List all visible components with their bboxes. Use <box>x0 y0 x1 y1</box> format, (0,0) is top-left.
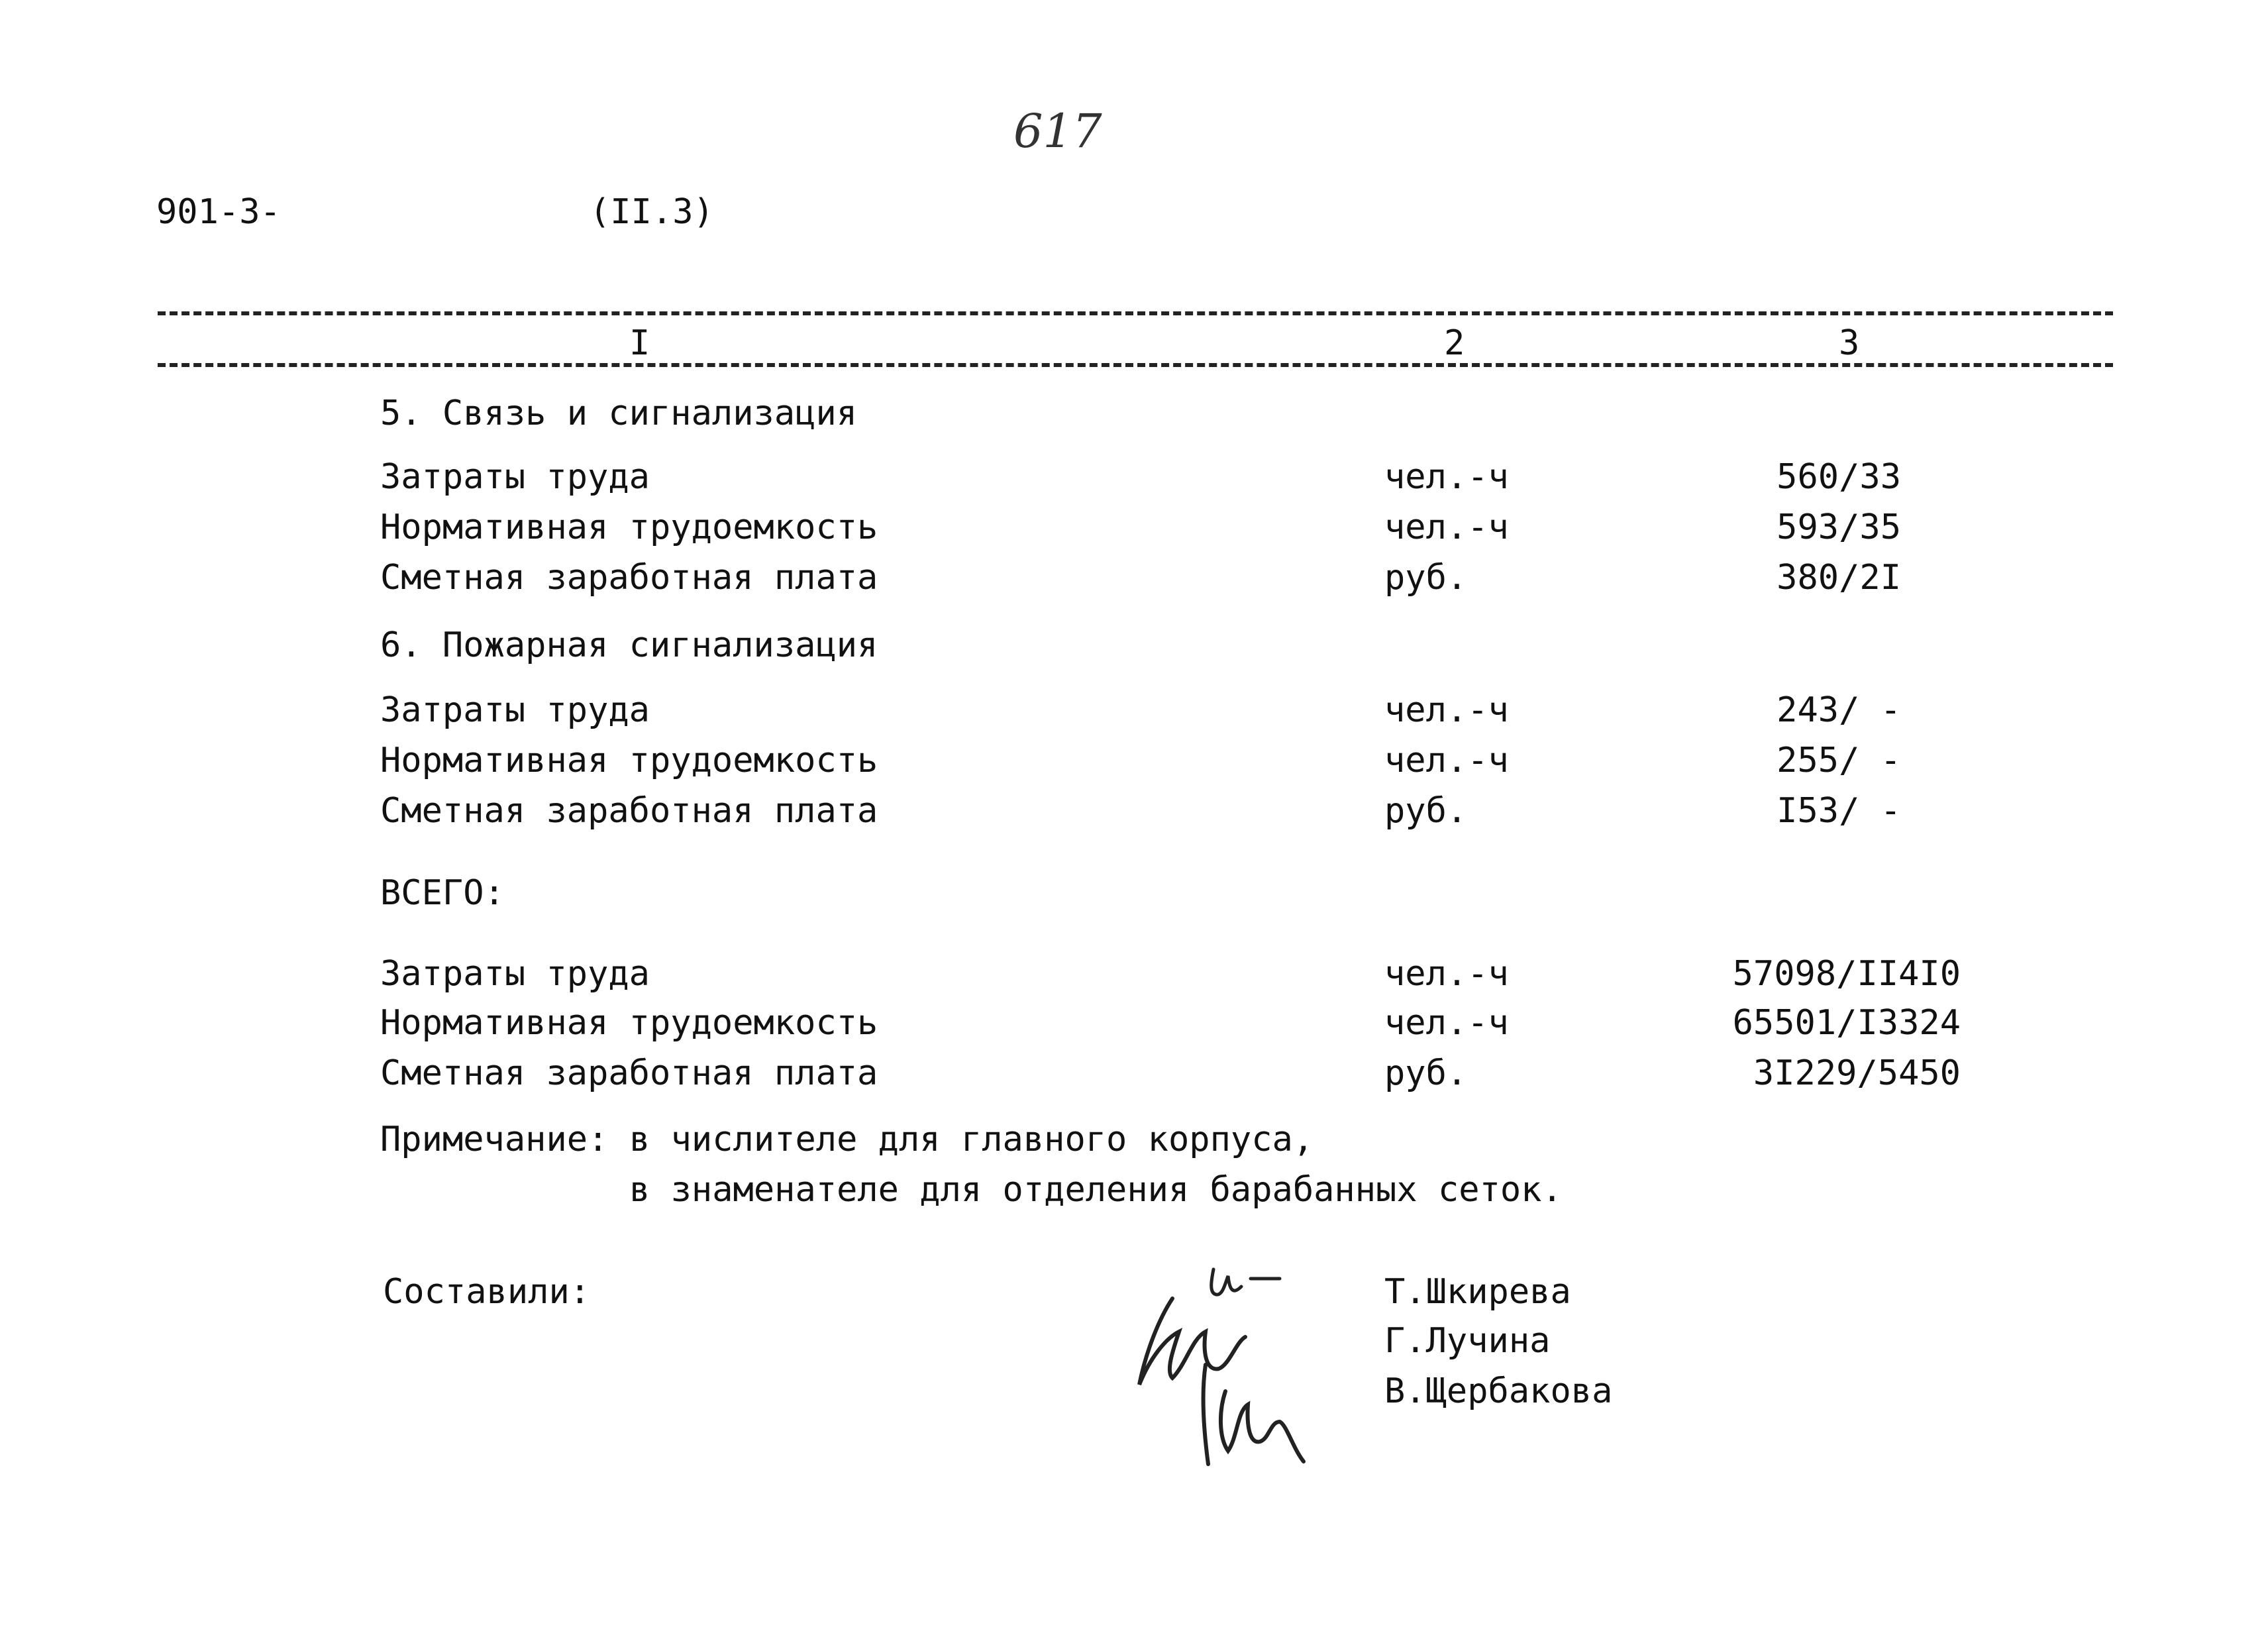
row-name: Нормативная трудоемкость <box>380 507 878 547</box>
section-title: 5. Связь и сигнализация <box>380 394 858 433</box>
row-value: 380/2I <box>1777 558 1901 598</box>
handwritten-signatures <box>1126 1259 1365 1500</box>
row-value: I53/ - <box>1777 791 1901 831</box>
row-value: 560/33 <box>1777 457 1901 497</box>
row-unit: руб. <box>1384 1053 1468 1093</box>
column-header-2: 2 <box>1444 323 1465 363</box>
note-label: Примечание: <box>380 1120 609 1159</box>
row-name: Сметная заработная плата <box>380 558 878 598</box>
row-value: 57098/II4I0 <box>1732 954 1961 994</box>
row-name: Сметная заработная плата <box>380 1053 878 1093</box>
page-number: 617 <box>1013 104 1102 158</box>
row-name: Нормативная трудоемкость <box>380 1003 878 1043</box>
row-unit: чел.-ч <box>1384 507 1509 547</box>
note-line: в числителе для главного корпуса, <box>629 1120 1314 1159</box>
row-unit: руб. <box>1384 558 1468 598</box>
document-code: 901-3- <box>156 192 281 232</box>
author-name: Г.Лучина <box>1384 1321 1551 1361</box>
compiled-by-label: Составили: <box>383 1272 591 1312</box>
row-value: 3I229/5450 <box>1753 1053 1961 1093</box>
row-unit: чел.-ч <box>1384 457 1509 497</box>
row-unit: чел.-ч <box>1384 690 1509 730</box>
row-value: 65501/I3324 <box>1732 1003 1961 1043</box>
section-title: 6. Пожарная сигнализация <box>380 625 878 665</box>
author-name: Т.Шкирева <box>1384 1272 1571 1312</box>
row-value: 243/ - <box>1777 690 1901 730</box>
row-name: Затраты труда <box>380 457 650 497</box>
row-name: Сметная заработная плата <box>380 791 878 831</box>
row-unit: чел.-ч <box>1384 741 1509 780</box>
row-value: 255/ - <box>1777 741 1901 780</box>
column-header-3: 3 <box>1839 323 1860 363</box>
author-name: В.Щербакова <box>1384 1371 1613 1411</box>
table-header-rule <box>158 363 2113 367</box>
row-name: Затраты труда <box>380 954 650 994</box>
row-unit: руб. <box>1384 791 1468 831</box>
document-reference: (II.3) <box>590 192 714 232</box>
table-top-rule <box>158 311 2113 315</box>
note-line: в знаменателе для отделения барабанных сеток. <box>629 1170 1563 1210</box>
row-name: Затраты труда <box>380 690 650 730</box>
row-name: Нормативная трудоемкость <box>380 741 878 780</box>
row-unit: чел.-ч <box>1384 1003 1509 1043</box>
row-value: 593/35 <box>1777 507 1901 547</box>
row-unit: чел.-ч <box>1384 954 1509 994</box>
section-title: ВСЕГО: <box>380 873 505 913</box>
column-header-1: I <box>629 323 650 363</box>
